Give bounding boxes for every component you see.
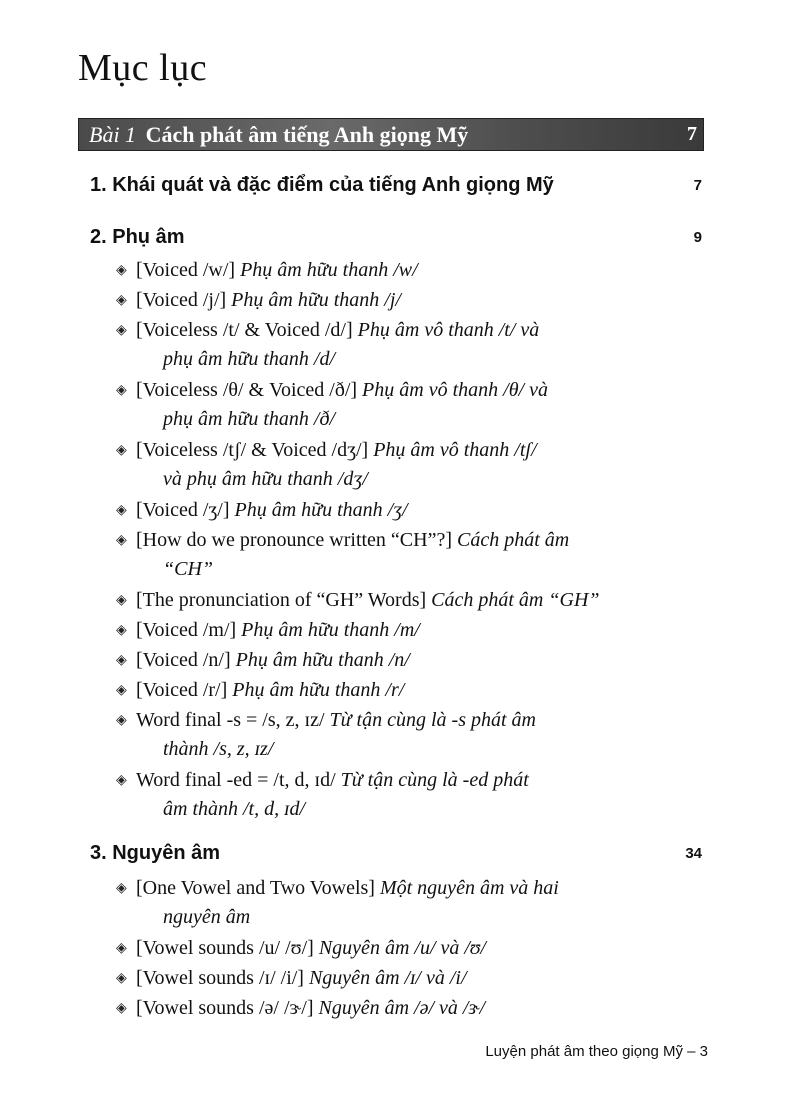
section-3-page: 34 xyxy=(685,845,702,862)
lesson-label xyxy=(89,122,468,148)
item-vi: Nguyên âm /ɪ/ và /i/ xyxy=(308,967,467,989)
bullet-icon: ◈ xyxy=(116,713,127,728)
toc-item xyxy=(116,286,706,315)
lesson-page-number: 7 xyxy=(687,123,697,145)
item-vi: Phụ âm vô thanh /t/ và xyxy=(357,319,540,341)
bullet-icon: ◈ xyxy=(116,653,127,668)
bullet-icon: ◈ xyxy=(116,773,127,788)
bullet-icon: ◈ xyxy=(116,1001,127,1016)
item-vi-continued: thành /s, z, ɪz/ xyxy=(163,738,274,760)
item-vi: Cách phát âm xyxy=(457,529,570,551)
item-en: [The pronunciation of “GH” Words] xyxy=(136,589,427,611)
item-en: Word final -s = /s, z, ɪz/ xyxy=(136,709,325,731)
toc-item xyxy=(116,766,706,824)
toc-item xyxy=(116,616,706,645)
toc-item xyxy=(116,316,706,374)
item-en: [One Vowel and Two Vowels] xyxy=(136,877,375,899)
item-vi-continued: phụ âm hữu thanh /ð/ xyxy=(163,408,336,430)
bullet-icon: ◈ xyxy=(116,383,127,398)
item-en: [Voiceless /θ/ & Voiced /ð/] xyxy=(136,379,358,401)
item-vi: Phụ âm hữu thanh /ʒ/ xyxy=(234,499,408,521)
section-2-page: 9 xyxy=(693,229,702,246)
item-vi-continued: nguyên âm xyxy=(163,906,251,928)
lesson-number: Bài 1 xyxy=(89,122,137,147)
bullet-icon: ◈ xyxy=(116,263,127,278)
item-vi: Nguyên âm /ə/ và /ɝ/ xyxy=(318,997,486,1019)
section-1-page: 7 xyxy=(693,177,702,194)
toc-item xyxy=(116,376,706,434)
toc-item xyxy=(116,676,706,705)
section-3-title: 3. Nguyên âm xyxy=(90,842,221,864)
bullet-icon: ◈ xyxy=(116,503,127,518)
toc-item xyxy=(116,436,706,494)
item-vi: Phụ âm vô thanh /tʃ/ xyxy=(373,439,537,461)
bullet-icon: ◈ xyxy=(116,443,127,458)
toc-item xyxy=(116,994,706,1023)
toc-item xyxy=(116,496,706,525)
item-vi: Từ tận cùng là -s phát âm xyxy=(329,709,536,731)
item-en: [Voiced /ʒ/] xyxy=(136,499,230,521)
section-2-title: 2. Phụ âm xyxy=(90,226,185,248)
item-vi: Phụ âm hữu thanh /n/ xyxy=(235,649,410,671)
item-vi-continued: phụ âm hữu thanh /d/ xyxy=(163,348,336,370)
item-en: [Vowel sounds /u/ /ʊ/] xyxy=(136,937,314,959)
item-vi-continued: và phụ âm hữu thanh /dʒ/ xyxy=(163,468,368,490)
item-en: [Voiced /w/] xyxy=(136,259,236,281)
bullet-icon: ◈ xyxy=(116,293,127,308)
item-en: [Voiced /n/] xyxy=(136,649,231,671)
bullet-icon: ◈ xyxy=(116,683,127,698)
item-vi: Nguyên âm /u/ và /ʊ/ xyxy=(318,937,486,959)
bullet-icon: ◈ xyxy=(116,881,127,896)
page-footer: Luyện phát âm theo giọng Mỹ – 3 xyxy=(485,1043,708,1060)
item-en: Word final -ed = /t, d, ɪd/ xyxy=(136,769,336,791)
lesson-title: Cách phát âm tiếng Anh giọng Mỹ xyxy=(145,122,469,147)
toc-item xyxy=(116,526,706,584)
bullet-icon: ◈ xyxy=(116,971,127,986)
item-en: [Vowel sounds /ɪ/ /i/] xyxy=(136,967,304,989)
section-1-title: 1. Khái quát và đặc điểm của tiếng Anh giọng Mỹ xyxy=(90,174,554,196)
item-en: [Voiced /j/] xyxy=(136,289,227,311)
toc-item xyxy=(116,256,706,285)
bullet-icon: ◈ xyxy=(116,941,127,956)
item-vi: Cách phát âm “GH” xyxy=(431,589,600,611)
bullet-icon: ◈ xyxy=(116,593,127,608)
item-vi: Phụ âm vô thanh /θ/ và xyxy=(362,379,548,401)
item-en: [Voiced /m/] xyxy=(136,619,237,641)
item-vi-continued: “CH” xyxy=(163,558,214,580)
item-vi: Một nguyên âm và hai xyxy=(379,877,559,899)
item-vi: Phụ âm hữu thanh /m/ xyxy=(241,619,420,641)
item-en: [Voiceless /tʃ/ & Voiced /dʒ/] xyxy=(136,439,369,461)
item-en: [How do we pronounce written “CH”?] xyxy=(136,529,453,551)
item-vi-continued: âm thành /t, d, ɪd/ xyxy=(163,798,306,820)
item-vi: Phụ âm hữu thanh /j/ xyxy=(231,289,401,311)
bullet-icon: ◈ xyxy=(116,323,127,338)
toc-item xyxy=(116,706,706,764)
lesson-header-bar xyxy=(78,118,704,151)
bullet-icon: ◈ xyxy=(116,623,127,638)
item-en: [Voiceless /t/ & Voiced /d/] xyxy=(136,319,353,341)
item-en: [Voiced /r/] xyxy=(136,679,228,701)
toc-item xyxy=(116,934,706,963)
toc-item xyxy=(116,874,706,932)
item-vi: Phụ âm hữu thanh /w/ xyxy=(240,259,418,281)
item-vi: Từ tận cùng là -ed phát xyxy=(340,769,529,791)
item-vi: Phụ âm hữu thanh /r/ xyxy=(232,679,405,701)
toc-item xyxy=(116,586,706,615)
page-title: Mục lục xyxy=(78,47,208,89)
bullet-icon: ◈ xyxy=(116,533,127,548)
item-en: [Vowel sounds /ə/ /ɝ/] xyxy=(136,997,314,1019)
toc-item xyxy=(116,646,706,675)
toc-item xyxy=(116,964,706,993)
